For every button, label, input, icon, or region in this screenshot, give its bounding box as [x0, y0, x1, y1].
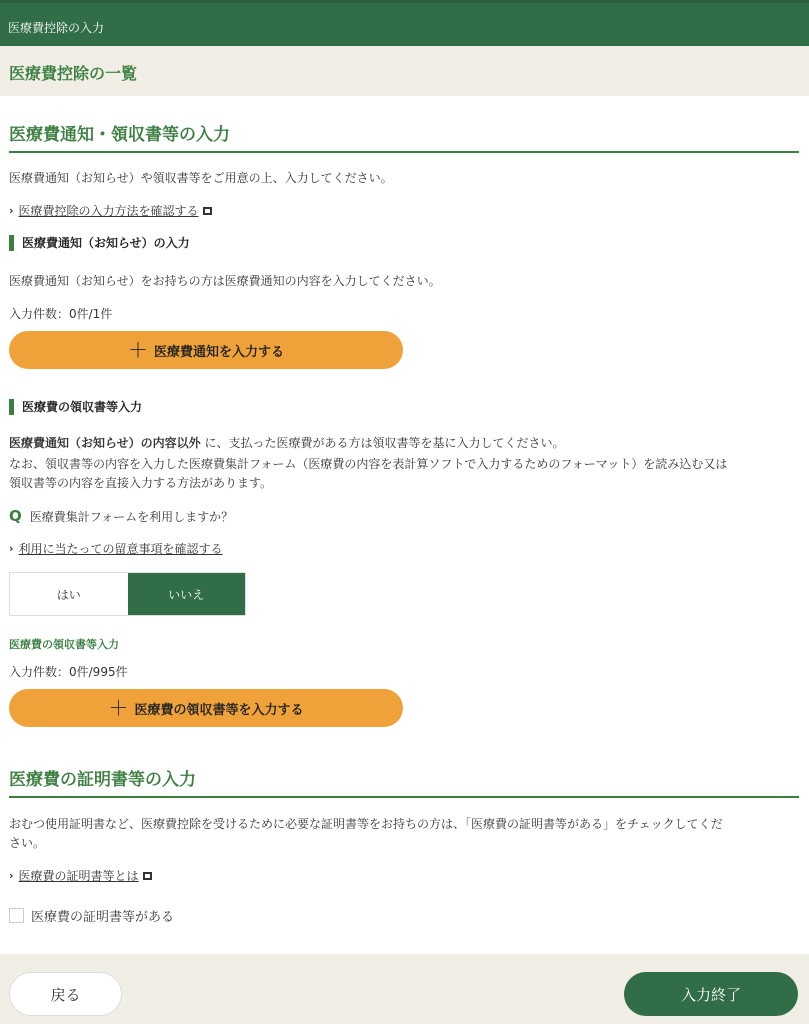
question-mark-icon: Q: [9, 507, 22, 525]
notice-subheading: 医療費通知（お知らせ）の入力: [9, 235, 190, 251]
finish-input-button[interactable]: 入力終了: [624, 972, 798, 1016]
title-bar: [0, 46, 809, 96]
certificates-checkbox-row[interactable]: [9, 906, 174, 925]
receipt-description-line3: 領収書等の内容を直接入力する方法があります。: [9, 476, 273, 490]
add-notice-label: 医療費通知を入力する: [153, 344, 284, 360]
help-link[interactable]: [9, 202, 212, 219]
external-window-icon: [143, 872, 152, 880]
section-title-certificates: 医療費の証明書等の入力: [9, 765, 799, 798]
page-title: 医療費控除の一覧: [9, 64, 138, 83]
external-window-icon: [203, 207, 212, 215]
chevron-right-icon: ›: [9, 869, 14, 882]
add-notice-button[interactable]: [9, 331, 403, 369]
chevron-right-icon: ›: [9, 542, 14, 555]
receipt-subheading: 医療費の領収書等入力: [9, 399, 142, 415]
receipt-description-bold: 医療費通知（お知らせ）の内容以外: [9, 436, 201, 450]
notice-description: 医療費通知（お知らせ）をお持ちの方は医療費通知の内容を入力してください。: [9, 274, 441, 288]
back-button[interactable]: 戻る: [9, 972, 122, 1016]
add-receipt-button[interactable]: [9, 689, 403, 727]
notice-count: 入力件数：0件/1件: [9, 307, 113, 321]
chevron-right-icon: ›: [9, 204, 14, 217]
add-receipt-label: 医療費の領収書等を入力する: [134, 702, 304, 718]
receipt-input-subheading: 医療費の領収書等入力: [9, 638, 119, 651]
form-question-text: 医療費集計フォームを利用しますか？: [29, 509, 234, 524]
form-usage-toggle: [9, 572, 246, 616]
form-question: [9, 507, 233, 525]
receipt-description-rest: に、支払った医療費がある方は領収書等を基に入力してください。: [204, 436, 565, 450]
plus-icon: ＋: [127, 338, 148, 362]
help-link-text[interactable]: 医療費控除の入力方法を確認する: [18, 204, 199, 218]
certificates-link[interactable]: [9, 867, 152, 884]
plus-icon: ＋: [108, 696, 129, 720]
receipt-count: 入力件数：0件/995件: [9, 665, 128, 679]
receipt-description-line1: [9, 434, 565, 452]
receipt-description-line2: なお、領収書等の内容を入力した医療費集計フォーム（医療費の内容を表計算ソフトで入力するためのフォーマット）を読み込む又は: [9, 457, 728, 471]
certificates-checkbox-label: 医療費の証明書等がある: [31, 910, 175, 925]
certificates-checkbox[interactable]: [9, 908, 24, 923]
footer-bar: [0, 954, 809, 1024]
toggle-no-button[interactable]: いいえ: [128, 573, 246, 615]
notes-link[interactable]: [9, 540, 223, 557]
toggle-yes-button[interactable]: はい: [10, 573, 128, 615]
section-title-notice-receipt: 医療費通知・領収書等の入力: [9, 120, 799, 153]
section-intro-text: 医療費通知（お知らせ）や領収書等をご用意の上、入力してください。: [9, 171, 393, 185]
notes-link-text[interactable]: 利用に当たっての留意事項を確認する: [18, 542, 223, 556]
header-bar: [0, 0, 809, 46]
certificates-link-text[interactable]: 医療費の証明書等とは: [18, 869, 139, 883]
breadcrumb: 医療費控除の入力: [8, 21, 105, 35]
certificates-description-line1: おむつ使用証明書など、医療費控除を受けるために必要な証明書等をお持ちの方は、「医療費の証明書等がある」をチェックしてくだ: [9, 817, 723, 831]
certificates-description-line2: さい。: [9, 836, 46, 850]
